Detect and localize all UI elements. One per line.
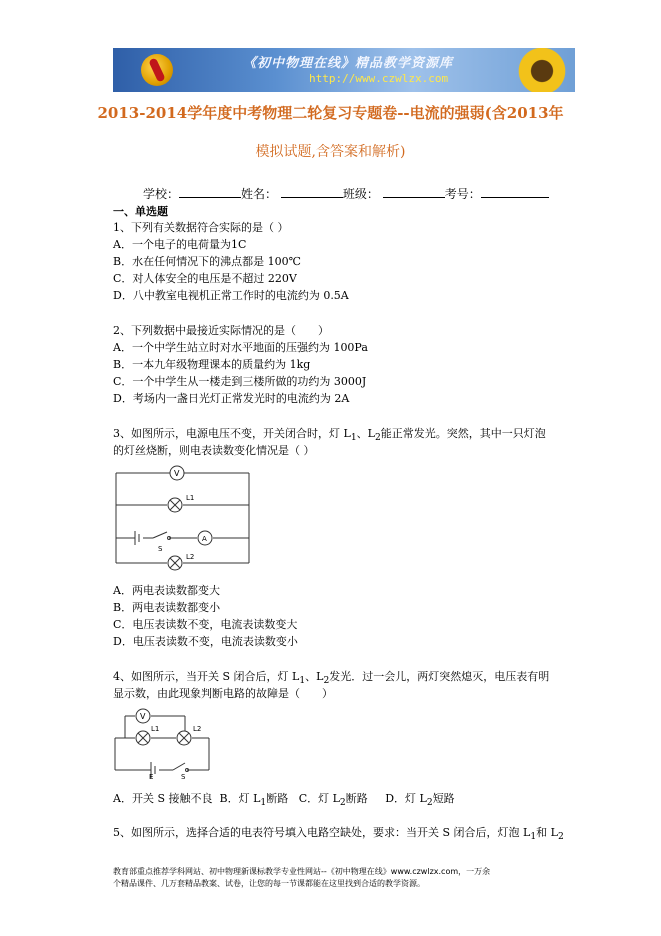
q4-battery-label: E	[149, 773, 154, 780]
q1-option-b: B．水在任何情况下的沸点都是 100℃	[113, 255, 301, 268]
q3-voltmeter-label: V	[174, 469, 180, 478]
lamp-l2-icon	[168, 556, 182, 570]
q1-option-c: C．对人体安全的电压是不超过 220V	[113, 272, 297, 285]
q3-ammeter-label: A	[202, 535, 207, 543]
q4-lamp2-label: L2	[193, 725, 202, 733]
lamp-l1-icon	[168, 498, 182, 512]
q4-option-a: A．开关 S 接触不良	[113, 792, 213, 805]
q1-stem: 1、下列有关数据符合实际的是（ ）	[113, 221, 289, 234]
q3-option-c: C．电压表读数不变，电流表读数变大	[113, 618, 298, 631]
section-heading: 一、单选题	[113, 205, 168, 218]
banner-url: http://www.czwlzx.com	[309, 72, 449, 85]
student-info-row	[143, 186, 549, 201]
q4-stem-line2: 显示数，由此现象判断电路的故障是（ ）	[113, 687, 333, 700]
q4-option-c: C．灯 $L_2$断路	[298, 792, 368, 809]
q3-lamp1-label: L1	[186, 494, 195, 502]
q4-circuit-diagram	[113, 706, 215, 780]
site-logo-icon	[141, 54, 173, 86]
exam-no-blank[interactable]	[481, 186, 549, 198]
doc-title-line2: 模拟试题,含答案和解析)	[255, 144, 406, 160]
lamp-l1-icon	[136, 731, 150, 745]
footer-line1: 教育部重点推荐学科网站、初中物理新课标教学专业性网站--《初中物理在线》www.czwlzx.com，一万余	[113, 867, 491, 876]
q3-lamp2-label: L2	[186, 553, 195, 561]
q2-option-a: A．一个中学生站立时对水平地面的压强约为 100Pa	[113, 341, 368, 354]
q3-stem-line1: 3、如图所示，电源电压不变，开关闭合时，灯 $L_1$、$L_2$能正常发光。突然，其中一只灯泡	[113, 427, 546, 444]
banner-slogan: 《初中物理在线》精品教学资源库	[243, 56, 454, 71]
q2-option-d: D．考场内一盏日光灯正常发光时的电流约为 2A	[113, 392, 350, 405]
q4-option-d: D．灯 $L_2$短路	[385, 792, 455, 809]
q2-stem: 2、下列数据中最接近实际情况的是（ ）	[113, 324, 329, 337]
q3-option-a: A．两电表读数都变大	[113, 584, 220, 597]
name-blank[interactable]	[281, 186, 343, 198]
q4-switch-label: S	[181, 773, 186, 780]
q3-option-b: B．两电表读数都变小	[113, 601, 221, 614]
q3-circuit-diagram	[113, 463, 253, 573]
q5-stem: 5、如图所示，选择合适的电表符号填入电路空缺处，要求：当开关 S 闭合后，灯泡 $L_1$和 $L_2$	[113, 826, 564, 843]
q2-option-c: C．一个中学生从一楼走到三楼所做的功约为 3000J	[113, 375, 367, 388]
q4-voltmeter-label: V	[140, 712, 146, 721]
school-blank[interactable]	[179, 186, 241, 198]
q2-option-b: B．一本九年级物理课本的质量约为 1kg	[113, 358, 311, 371]
q3-stem-line2: 的灯丝烧断，则电表读数变化情况是（ ）	[113, 444, 315, 457]
q4-stem-line1: 4、如图所示，当开关 S 闭合后，灯 $L_1$、$L_2$发光．过一会儿，两灯突然熄灭，电压表有明	[113, 670, 550, 687]
q4-lamp1-label: L1	[151, 725, 160, 733]
sunflower-icon	[515, 48, 569, 92]
footer-line2: 个精品课件、几万套精品教案、试卷，让您的每一节课都能在这里找到合适的教学资源。	[113, 879, 425, 888]
q1-option-d: D．八中教室电视机正常工作时的电流约为 0.5A	[113, 289, 349, 302]
lamp-l2-icon	[177, 731, 191, 745]
exam-no-label: 考号：	[444, 187, 481, 201]
q3-switch-label: S	[158, 545, 163, 553]
q4-option-b: B．灯 $L_1$断路	[219, 792, 289, 809]
page-footer	[113, 866, 583, 890]
class-label: 班级：	[342, 187, 379, 201]
q4-options-row	[113, 792, 455, 810]
q1-option-a: A．一个电子的电荷量为1C	[113, 238, 247, 251]
doc-title-line1: 2013-2014学年度中考物理二轮复习专题卷--电流的强弱(含2013年	[97, 104, 564, 122]
q3-option-d: D．电压表读数不变，电流表读数变小	[113, 635, 298, 648]
name-label: 姓名：	[241, 187, 278, 201]
class-blank[interactable]	[383, 186, 445, 198]
school-label: 学校：	[143, 187, 180, 201]
header-banner	[113, 48, 575, 92]
